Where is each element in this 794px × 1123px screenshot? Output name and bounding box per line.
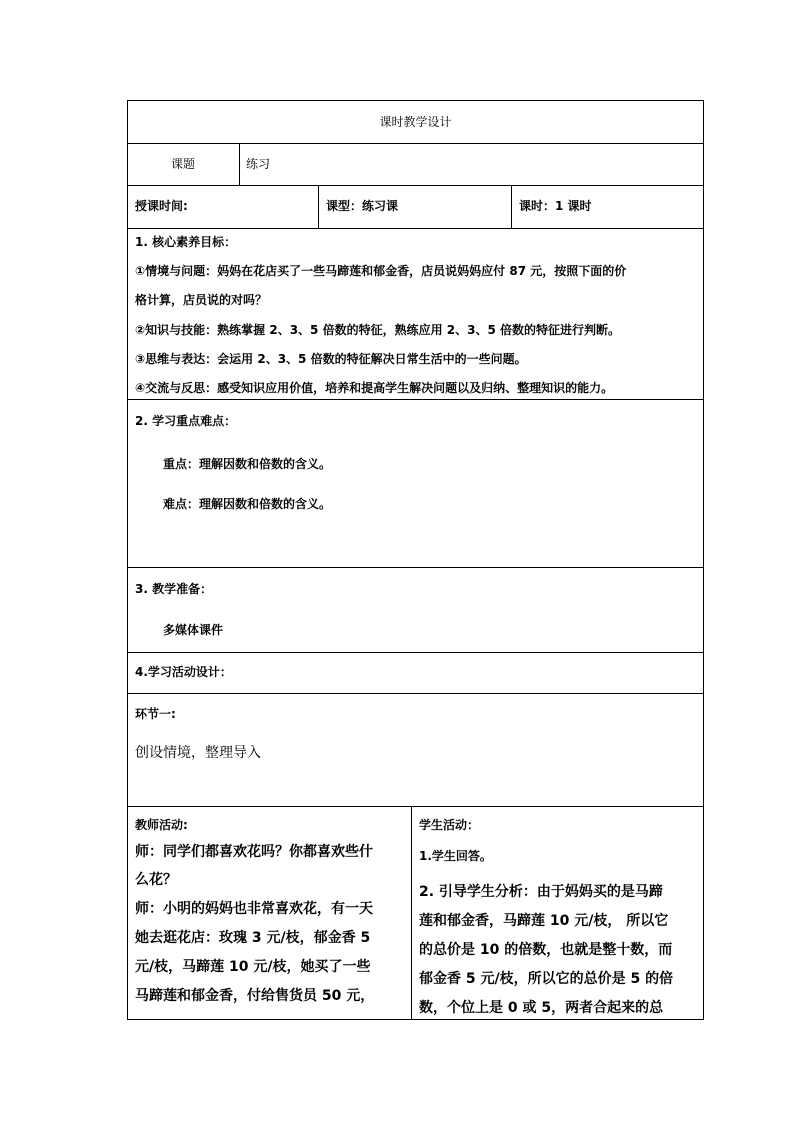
student-heading: 学生活动：	[419, 818, 480, 832]
teacher-line: 马蹄莲和郁金香，付给售货员 50 元，	[135, 988, 375, 1004]
goal-line: ①情境与问题：妈妈在花店买了一些马蹄莲和郁金香，店员说妈妈应付 87 元，按照下面的价	[135, 264, 627, 278]
teacher-heading: 教师活动:	[135, 818, 188, 832]
student-line: 2. 引导学生分析：由于妈妈买的是马蹄	[419, 884, 663, 900]
col-divider	[411, 806, 412, 1020]
row-divider	[127, 143, 704, 144]
row-divider	[127, 228, 704, 229]
student-line: 数，个位上是 0 或 5，两者合起来的总	[419, 1000, 664, 1016]
col-divider	[239, 143, 240, 185]
row-divider	[127, 567, 704, 568]
stage-title: 创设情境，整理导入	[135, 745, 261, 761]
teacher-line: 师：同学们都喜欢花吗？你都喜欢些什	[135, 844, 373, 860]
keypoints-heading: 2. 学习重点难点：	[135, 414, 237, 428]
goal-line: ②知识与技能：熟练掌握 2、3、5 倍数的特征，熟练应用 2、3、5 倍数的特征进行判断。	[135, 323, 620, 337]
activity-heading: 4.学习活动设计：	[135, 665, 232, 679]
col-divider	[511, 185, 512, 228]
teacher-line: 师：小明的妈妈也非常喜欢花，有一天	[135, 901, 373, 917]
goals-heading: 1. 核心素养目标：	[135, 235, 237, 249]
key-focus: 重点：理解因数和倍数的含义。	[163, 457, 332, 471]
student-line: 莲和郁金香，马蹄莲 10 元/枝， 所以它	[419, 913, 669, 929]
student-line: 1.学生回答。	[419, 849, 492, 863]
teaching-time-label: 授课时间:	[135, 199, 188, 213]
class-hours: 课时：1 课时	[519, 199, 592, 213]
col-divider	[318, 185, 319, 228]
teacher-line: 么花？	[135, 872, 177, 888]
teacher-line: 元/枝，马蹄莲 10 元/枝，她买了一些	[135, 959, 371, 975]
teacher-line: 她去逛花店：玫瑰 3 元/枝，郁金香 5	[135, 930, 371, 946]
key-difficulty: 难点：理解因数和倍数的含义。	[163, 497, 332, 511]
prep-heading: 3. 教学准备：	[135, 582, 213, 596]
row-divider	[127, 693, 704, 694]
topic-value: 练习	[246, 157, 271, 171]
stage-label: 环节一:	[135, 707, 176, 721]
goal-line: 格计算，店员说的对吗？	[135, 293, 268, 307]
row-divider	[127, 399, 704, 400]
prep-item: 多媒体课件	[163, 623, 224, 637]
topic-label: 课题	[170, 157, 195, 171]
goal-line: ③思维与表达：会运用 2、3、5 倍数的特征解决日常生活中的一些问题。	[135, 352, 527, 366]
student-line: 郁金香 5 元/枝，所以它的总价是 5 的倍	[419, 971, 674, 987]
row-divider	[127, 185, 704, 186]
row-divider	[127, 652, 704, 653]
goal-line: ④交流与反思：感受知识应用价值，培养和提高学生解决问题以及归纳、整理知识的能力。	[135, 381, 614, 395]
page-title: 课时教学设计	[379, 115, 452, 129]
row-divider	[127, 806, 704, 807]
student-line: 的总价是 10 的倍数，也就是整十数，而	[419, 942, 673, 958]
lesson-type: 课型：练习课	[326, 199, 399, 213]
